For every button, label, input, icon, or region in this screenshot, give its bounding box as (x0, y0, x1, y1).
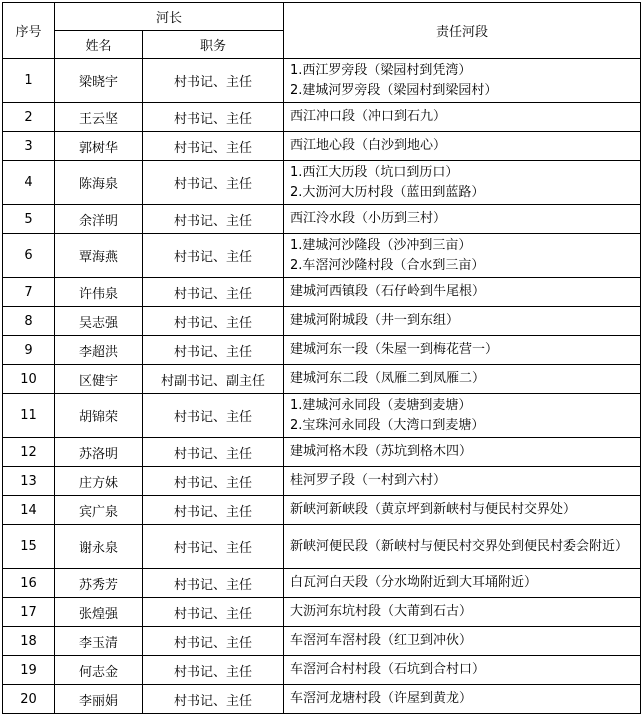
name-cell: 郭树华 (55, 132, 143, 161)
name-cell: 余洋明 (55, 205, 143, 234)
section-line: 2.大沥河大历村段（蓝田到蓝路） (290, 184, 485, 200)
table-row (3, 132, 641, 161)
position-cell: 村书记、主任 (143, 103, 284, 132)
section-cell (284, 205, 641, 234)
position-cell: 村书记、主任 (143, 496, 284, 525)
seq-cell: 1 (3, 59, 55, 103)
seq-cell: 11 (3, 394, 55, 438)
section-line: 建城河格木段（苏坑到格木四） (290, 444, 473, 459)
name-cell: 覃海燕 (55, 234, 143, 278)
name-cell: 苏洛明 (55, 438, 143, 467)
seq-cell: 6 (3, 234, 55, 278)
seq-cell: 3 (3, 132, 55, 161)
section-line: 大沥河东坑村段（大莆到石古） (290, 604, 473, 619)
position-cell: 村书记、主任 (143, 132, 284, 161)
name-cell: 何志金 (55, 656, 143, 685)
seq-cell: 9 (3, 336, 55, 365)
section-line: 2.车滘河沙隆村段（合水到三亩） (290, 257, 485, 273)
section-line: 西江冲口段（冲口到石九） (290, 109, 447, 124)
table-body (3, 59, 641, 714)
seq-cell: 7 (3, 278, 55, 307)
name-cell: 吴志强 (55, 307, 143, 336)
section-line: 建城河西镇段（石仔岭到牛尾根） (290, 284, 486, 299)
header-row (3, 3, 641, 31)
river-chief-table (2, 2, 641, 714)
name-cell: 区健宇 (55, 365, 143, 394)
seq-cell: 13 (3, 467, 55, 496)
seq-cell: 14 (3, 496, 55, 525)
seq-cell: 12 (3, 438, 55, 467)
name-cell: 苏秀芳 (55, 569, 143, 598)
section-line: 车滘河合村村段（石坑到合村口） (290, 662, 486, 677)
section-cell (284, 103, 641, 132)
name-cell: 梁晓宇 (55, 59, 143, 103)
table-row (3, 234, 641, 278)
table-row (3, 205, 641, 234)
table-row (3, 394, 641, 438)
section-line: 1.建城河永同段（麦塘到麦塘） (290, 397, 472, 413)
table-row (3, 685, 641, 714)
seq-header: 序号 (3, 3, 55, 59)
section-cell (284, 525, 641, 569)
seq-cell: 18 (3, 627, 55, 656)
position-cell: 村书记、主任 (143, 627, 284, 656)
name-cell: 陈海泉 (55, 161, 143, 205)
name-cell: 许伟泉 (55, 278, 143, 307)
section-cell (284, 161, 641, 205)
section-cell (284, 627, 641, 656)
section-cell (284, 59, 641, 103)
position-cell: 村书记、主任 (143, 438, 284, 467)
section-line: 桂河罗子段（一村到六村） (290, 473, 447, 488)
section-line: 1.建城河沙隆段（沙冲到三亩） (290, 237, 472, 253)
name-header: 姓名 (55, 31, 143, 59)
section-line: 车滘河车滘村段（红卫到冲伙） (290, 633, 473, 648)
section-line: 建城河附城段（井一到东组） (290, 313, 460, 328)
table-row (3, 627, 641, 656)
position-header: 职务 (143, 31, 284, 59)
section-cell (284, 438, 641, 467)
section-cell (284, 467, 641, 496)
table-row (3, 307, 641, 336)
position-cell: 村书记、主任 (143, 569, 284, 598)
table-row (3, 467, 641, 496)
position-cell: 村书记、主任 (143, 161, 284, 205)
table-row (3, 438, 641, 467)
section-line: 1.西江大历段（坑口到历口） (290, 164, 459, 180)
section-cell (284, 278, 641, 307)
section-cell (284, 307, 641, 336)
section-cell (284, 132, 641, 161)
section-cell (284, 598, 641, 627)
section-cell (284, 365, 641, 394)
section-cell (284, 656, 641, 685)
table-row (3, 278, 641, 307)
seq-cell: 20 (3, 685, 55, 714)
section-line: 2.建城河罗旁段（梁园村到梁园村） (290, 82, 498, 98)
name-cell: 宾广泉 (55, 496, 143, 525)
seq-cell: 5 (3, 205, 55, 234)
table-row (3, 525, 641, 569)
section-cell (284, 394, 641, 438)
position-cell: 村书记、主任 (143, 307, 284, 336)
position-cell: 村书记、主任 (143, 278, 284, 307)
table-row (3, 161, 641, 205)
table-row (3, 569, 641, 598)
table-row (3, 365, 641, 394)
section-line: 新峡河新峡段（黄京坪到新峡村与便民村交界处） (290, 502, 577, 517)
section-cell (284, 685, 641, 714)
position-cell: 村书记、主任 (143, 205, 284, 234)
section-line: 白瓦河白天段（分水坳附近到大耳埇附近） (290, 575, 538, 590)
section-cell (284, 496, 641, 525)
seq-cell: 16 (3, 569, 55, 598)
position-cell: 村书记、主任 (143, 467, 284, 496)
seq-cell: 17 (3, 598, 55, 627)
section-cell (284, 569, 641, 598)
position-cell: 村书记、主任 (143, 685, 284, 714)
name-cell: 庄方妹 (55, 467, 143, 496)
seq-cell: 2 (3, 103, 55, 132)
position-cell: 村书记、主任 (143, 59, 284, 103)
position-cell: 村副书记、副主任 (143, 365, 284, 394)
section-line: 建城河东一段（朱屋一到梅花营一） (290, 342, 499, 357)
section-cell (284, 336, 641, 365)
position-cell: 村书记、主任 (143, 656, 284, 685)
position-cell: 村书记、主任 (143, 598, 284, 627)
name-cell: 谢永泉 (55, 525, 143, 569)
name-cell: 李超洪 (55, 336, 143, 365)
seq-cell: 8 (3, 307, 55, 336)
section-line: 建城河东二段（凤雁二到凤雁二） (290, 371, 486, 386)
position-cell: 村书记、主任 (143, 394, 284, 438)
section-line: 2.宝珠河永同段（大湾口到麦塘） (290, 417, 485, 433)
section-cell (284, 234, 641, 278)
seq-cell: 19 (3, 656, 55, 685)
name-cell: 王云坚 (55, 103, 143, 132)
section-line: 1.西江罗旁段（梁园村到凭湾） (290, 62, 472, 78)
section-line: 西江地心段（白沙到地心） (290, 138, 447, 153)
table-row (3, 656, 641, 685)
table-row (3, 59, 641, 103)
section-line: 车滘河龙塘村段（许屋到黄龙） (290, 691, 473, 706)
name-cell: 张煌强 (55, 598, 143, 627)
table-row (3, 598, 641, 627)
name-cell: 李玉清 (55, 627, 143, 656)
seq-cell: 15 (3, 525, 55, 569)
position-cell: 村书记、主任 (143, 336, 284, 365)
section-header: 责任河段 (284, 3, 641, 59)
section-line: 新峡河便民段（新峡村与便民村交界处到便民村委会附近） (290, 538, 629, 554)
name-cell: 胡锦荣 (55, 394, 143, 438)
river-chief-header: 河长 (55, 3, 284, 31)
section-line: 西江泠水段（小历到三村） (290, 211, 447, 226)
name-cell: 李丽娟 (55, 685, 143, 714)
position-cell: 村书记、主任 (143, 525, 284, 569)
table-row (3, 103, 641, 132)
position-cell: 村书记、主任 (143, 234, 284, 278)
seq-cell: 10 (3, 365, 55, 394)
table-row (3, 336, 641, 365)
table-row (3, 496, 641, 525)
seq-cell: 4 (3, 161, 55, 205)
